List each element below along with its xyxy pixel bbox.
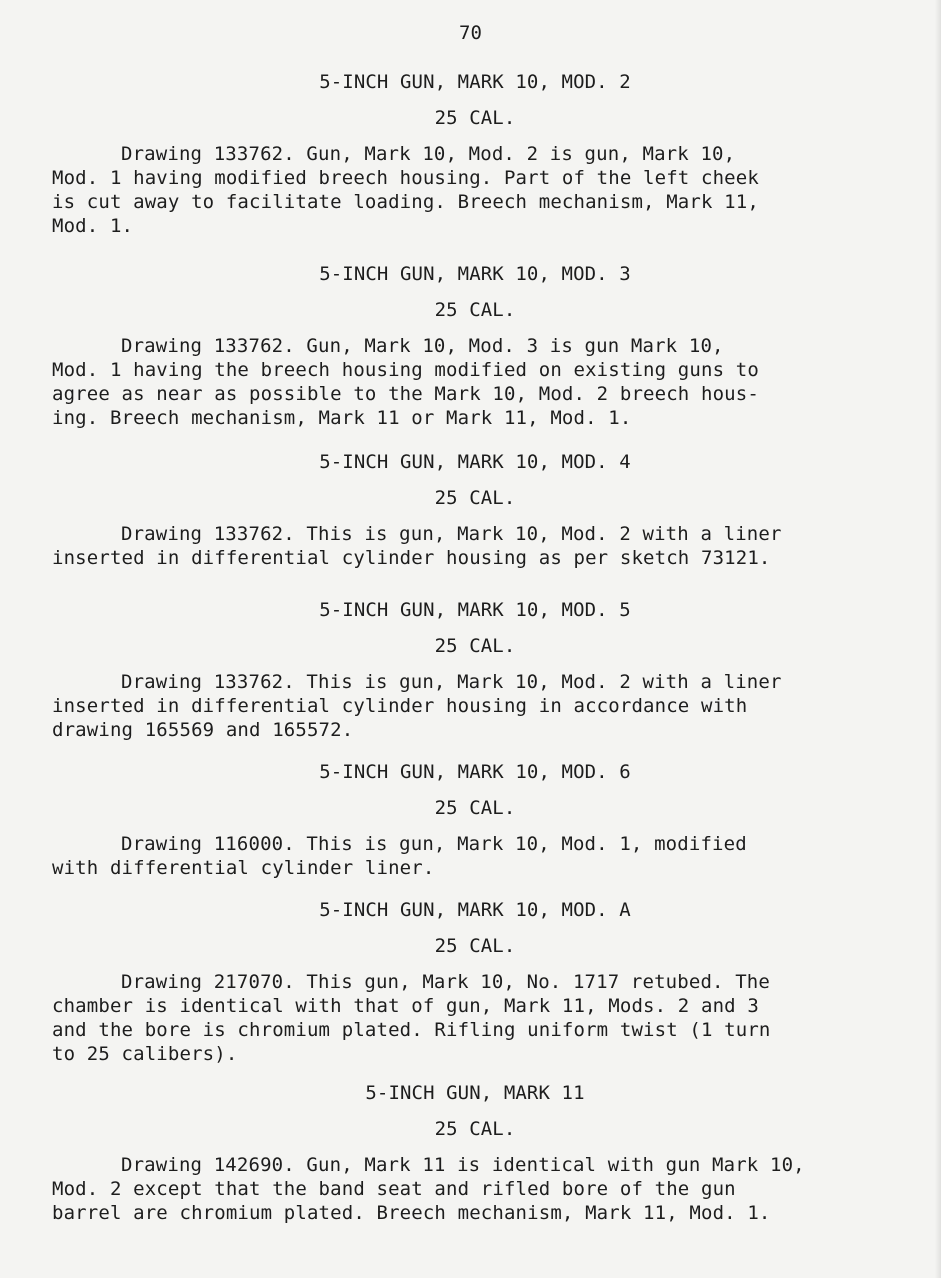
body-line: with differential cylinder liner. bbox=[52, 857, 435, 879]
section-caliber: 25 CAL. bbox=[434, 299, 516, 321]
section-heading: 5-INCH GUN, MARK 11 bbox=[365, 1082, 585, 1104]
section-mod-2 bbox=[52, 70, 898, 238]
section-body bbox=[52, 522, 898, 570]
body-line: Mod. 1. bbox=[52, 215, 134, 237]
body-line: chamber is identical with that of gun, Mark 11, Mods. 2 and 3 bbox=[52, 995, 759, 1017]
body-line: Mod. 1 having the breech housing modified on existing guns to bbox=[52, 359, 759, 381]
section-body bbox=[52, 142, 898, 238]
body-line: is cut away to facilitate loading. Breech mechanism, Mark 11, bbox=[52, 191, 759, 213]
section-body bbox=[52, 334, 898, 430]
section-mod-4 bbox=[52, 450, 898, 570]
section-heading: 5-INCH GUN, MARK 10, MOD. 4 bbox=[319, 451, 631, 473]
body-line: Drawing 217070. This gun, Mark 10, No. 1717 retubed. The bbox=[121, 971, 770, 993]
section-caliber: 25 CAL. bbox=[434, 107, 516, 129]
body-line: Drawing 142690. Gun, Mark 11 is identical with gun Mark 10, bbox=[121, 1154, 805, 1176]
section-caliber: 25 CAL. bbox=[434, 935, 516, 957]
section-caliber: 25 CAL. bbox=[434, 635, 516, 657]
body-line: and the bore is chromium plated. Rifling uniform twist (1 turn bbox=[52, 1019, 771, 1041]
body-line: drawing 165569 and 165572. bbox=[52, 719, 354, 741]
section-mark-11 bbox=[52, 1081, 898, 1225]
body-line: agree as near as possible to the Mark 10, Mod. 2 breech hous- bbox=[52, 383, 759, 405]
body-line: Drawing 133762. This is gun, Mark 10, Mod. 2 with a liner bbox=[121, 523, 782, 545]
section-heading: 5-INCH GUN, MARK 10, MOD. 3 bbox=[319, 263, 631, 285]
section-caliber: 25 CAL. bbox=[434, 487, 516, 509]
body-line: Drawing 116000. This is gun, Mark 10, Mod. 1, modified bbox=[121, 833, 747, 855]
section-caliber: 25 CAL. bbox=[434, 797, 516, 819]
section-body bbox=[52, 1153, 898, 1225]
body-line: inserted in differential cylinder housing as per sketch 73121. bbox=[52, 547, 771, 569]
section-heading: 5-INCH GUN, MARK 10, MOD. 2 bbox=[319, 71, 631, 93]
section-mod-3 bbox=[52, 262, 898, 430]
section-heading: 5-INCH GUN, MARK 10, MOD. 6 bbox=[319, 761, 631, 783]
page-number: 70 bbox=[459, 22, 482, 44]
body-line: barrel are chromium plated. Breech mechanism, Mark 11, Mod. 1. bbox=[52, 1202, 771, 1224]
section-heading: 5-INCH GUN, MARK 10, MOD. A bbox=[319, 899, 631, 921]
page-edge-shadow bbox=[935, 0, 941, 1278]
section-mod-6 bbox=[52, 760, 898, 880]
body-line: to 25 calibers). bbox=[52, 1043, 238, 1065]
section-mod-5 bbox=[52, 598, 898, 742]
section-body bbox=[52, 832, 898, 880]
body-line: Drawing 133762. Gun, Mark 10, Mod. 2 is gun, Mark 10, bbox=[121, 143, 736, 165]
section-body bbox=[52, 970, 898, 1066]
body-line: Drawing 133762. This is gun, Mark 10, Mod. 2 with a liner bbox=[121, 671, 782, 693]
body-line: Mod. 2 except that the band seat and rifled bore of the gun bbox=[52, 1178, 736, 1200]
section-body bbox=[52, 670, 898, 742]
section-heading: 5-INCH GUN, MARK 10, MOD. 5 bbox=[319, 599, 631, 621]
section-caliber: 25 CAL. bbox=[434, 1118, 516, 1140]
body-line: ing. Breech mechanism, Mark 11 or Mark 11, Mod. 1. bbox=[52, 407, 632, 429]
body-line: inserted in differential cylinder housing in accordance with bbox=[52, 695, 748, 717]
section-mod-a bbox=[52, 898, 898, 1066]
body-line: Mod. 1 having modified breech housing. Part of the left cheek bbox=[52, 167, 759, 189]
body-line: Drawing 133762. Gun, Mark 10, Mod. 3 is gun Mark 10, bbox=[121, 335, 724, 357]
